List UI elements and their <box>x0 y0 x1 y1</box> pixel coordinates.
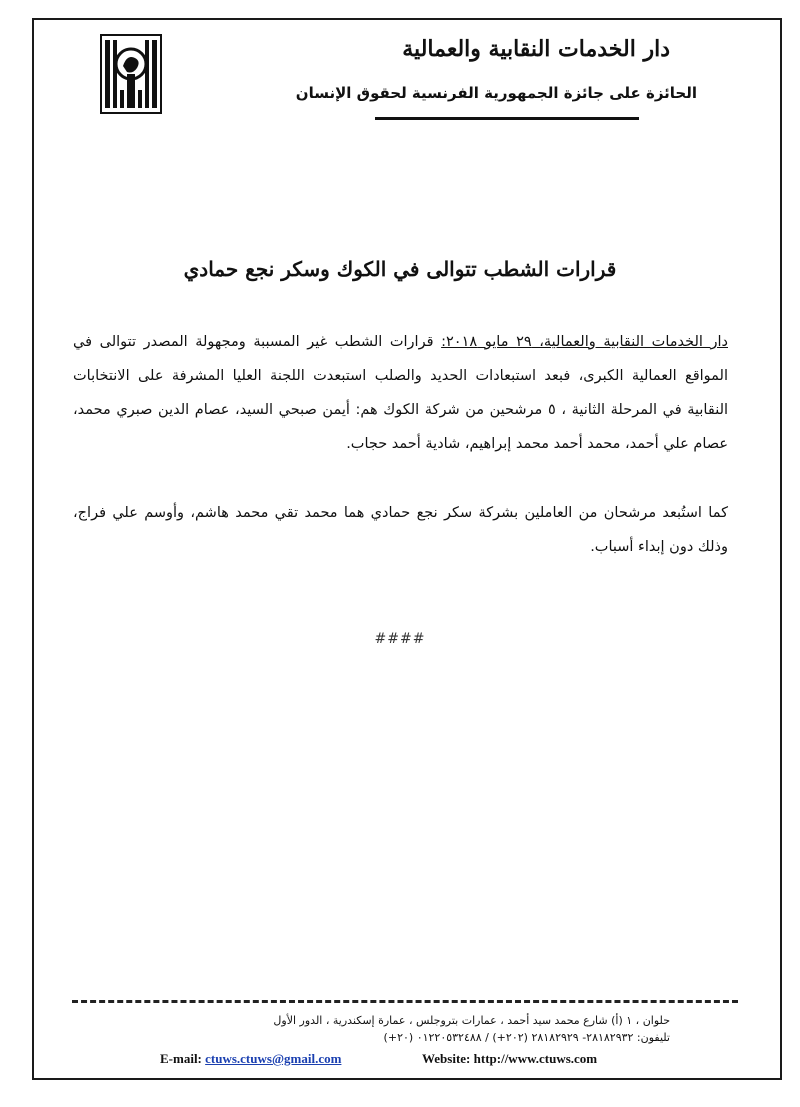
paragraph-1-text: قرارات الشطب غير المسببة ومجهولة المصدر تتوالى في المواقع العمالية الكبرى، فبعد استبعادات الحديد والصلب استبعدت اللجنة العليا المشرفة على الانتخابات النقابية في المرحلة الثانية ، ٥ مرشحين من شركة الكوك هم: أيمن صبحي السيد، عصام الدين صبري محمد، عصام علي أحمد، محمد أحمد محمد إبراهيم، شادية أحمد حجاب. <box>73 334 729 452</box>
website-label: Website: <box>422 1051 471 1066</box>
email-link[interactable]: ctuws.ctuws@gmail.com <box>205 1051 342 1066</box>
article-dateline: دار الخدمات النقابية والعمالية، ٢٩ مايو ٢٠١٨: <box>441 334 728 350</box>
organization-award: الحائزة على جائزة الجمهورية الفرنسية لحقوق الإنسان <box>295 84 697 102</box>
footer-divider <box>72 1000 738 1003</box>
article-paragraph-1 <box>73 325 728 461</box>
end-marker: #### <box>374 631 426 647</box>
email-block <box>160 1051 341 1067</box>
email-label: E-mail: <box>160 1051 202 1066</box>
header-divider <box>375 117 639 120</box>
footer-phone: تليفون: ٢٨١٨٢٩٣٢- ٢٨١٨٢٩٢٩ (٢٠٢+) / ٠١٢٢٠٥٣٢٤٨٨ (٢٠+) <box>383 1031 670 1044</box>
organization-logo <box>100 34 162 114</box>
website-block <box>422 1051 597 1067</box>
organization-name: دار الخدمات النقابية والعمالية <box>402 36 670 62</box>
website-link[interactable]: http://www.ctuws.com <box>473 1051 598 1066</box>
article-paragraph-2: كما استُبعد مرشحان من العاملين بشركة سكر نجع حمادي هما محمد تقي محمد هاشم، وأوسم علي فراج، وذلك دون إبداء أسباب. <box>73 505 728 555</box>
article-headline: قرارات الشطب تتوالى في الكوك وسكر نجع حمادي <box>183 257 617 281</box>
footer-address: حلوان ، ١ (أ) شارع محمد سيد أحمد ، عمارات بتروجلس ، عمارة إسكندرية ، الدور الأول <box>273 1014 670 1027</box>
